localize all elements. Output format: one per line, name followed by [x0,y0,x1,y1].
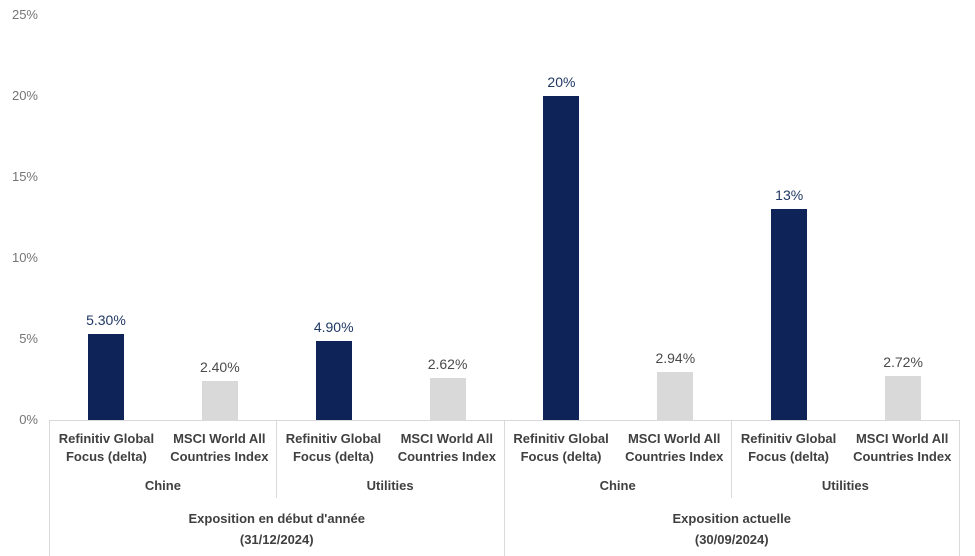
axis-section [505,421,960,556]
bar-value-label: 20% [547,74,576,90]
y-axis-tick-label: 5% [19,331,38,346]
section-label-line: Exposition actuelle [672,511,791,526]
series-label: Refinitiv Global Focus (delta) [740,431,837,465]
axis-group [505,421,732,498]
section-label [505,498,960,556]
bar-refinitiv-global-focus [543,96,579,420]
bar-value-label: 2.94% [655,350,696,367]
y-axis-tick-label: 0% [19,412,38,427]
bar-value-label: 2.40% [199,359,240,376]
axis-section [50,421,505,556]
group-label: Utilities [366,478,414,493]
y-axis-tick-label: 15% [11,169,38,184]
series-label: MSCI World All Countries Index [625,431,724,465]
axis-groups-row [505,421,960,498]
series-label: Refinitiv Global Focus (delta) [58,431,155,465]
series-labels-row [732,421,959,466]
series-labels-row [50,421,276,466]
bar-value-label: 13% [775,187,804,204]
bar-refinitiv-global-focus [771,209,807,420]
axis-group [732,421,959,498]
bar-msci-world-index [885,376,921,420]
series-label: Refinitiv Global Focus (delta) [285,431,382,465]
bar-value-label: 2.72% [883,353,923,370]
axis-groups-row [50,421,504,498]
bar-value-label: 4.90% [313,318,354,335]
y-axis-tick-label: 25% [11,7,38,22]
bar-msci-world-index [657,372,693,420]
section-label [50,498,504,556]
bar-value-label: 5.30% [86,312,126,329]
group-label: Chine [599,478,636,493]
series-label: Refinitiv Global Focus (delta) [513,431,609,465]
y-axis-tick-label: 10% [11,250,38,265]
axis-group [277,421,504,498]
category-axis [49,420,960,556]
axis-group [50,421,277,498]
group-label: Chine [144,478,181,493]
group-label: Utilities [821,478,869,493]
series-label: MSCI World All Countries Index [853,431,952,465]
series-labels-row [505,421,731,466]
section-label-line: (31/12/2024) [239,531,314,547]
series-label: MSCI World All Countries Index [170,431,269,465]
bar-value-label: 2.62% [427,355,468,372]
bar-refinitiv-global-focus [88,334,124,420]
section-label-line: Exposition en début d'année [188,511,365,526]
y-axis-tick-label: 20% [11,88,38,103]
bar-msci-world-index [202,381,238,420]
bar-refinitiv-global-focus [316,341,352,420]
section-label-line: (30/09/2024) [694,531,769,547]
series-label: MSCI World All Countries Index [397,431,496,465]
bar-msci-world-index [430,378,466,420]
series-labels-row [277,421,504,466]
